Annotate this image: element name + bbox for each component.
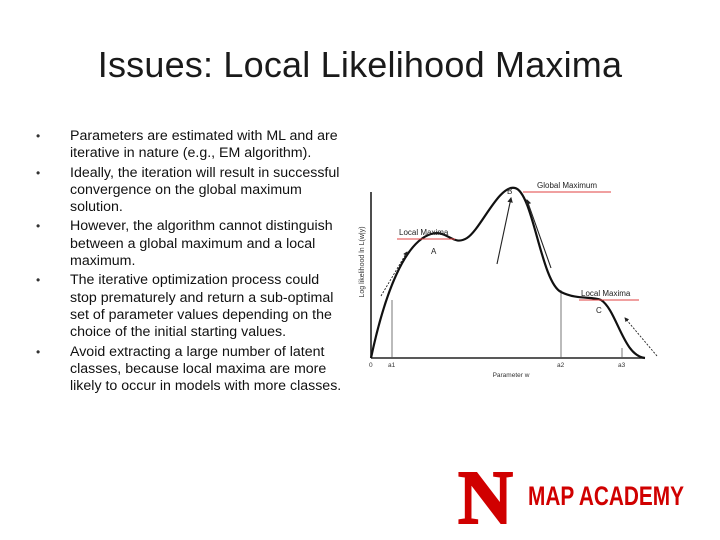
arrow-to-a xyxy=(381,252,407,296)
bullet-text: Ideally, the iteration will result in successful convergence on the global maximum solution. xyxy=(70,164,340,216)
tick-label-a1: a1 xyxy=(388,362,396,369)
y-axis-label: Log likelihood ln L(w|y) xyxy=(359,226,366,298)
bullet-item xyxy=(36,344,346,396)
bullet-text: Parameters are estimated with ML and are iterative in nature (e.g., EM algorithm). xyxy=(70,128,338,162)
arrow-to-b-left xyxy=(497,198,511,264)
map-academy-logo xyxy=(458,456,688,540)
bullet-text: The iterative optimization process could stop prematurely and return a sub-optimal set of parameter values depending on the choice of the initial starting values. xyxy=(70,272,334,341)
arrow-to-c xyxy=(625,318,657,356)
bullet-item xyxy=(36,165,346,217)
bullet-icon: • xyxy=(36,344,41,359)
bullet-item xyxy=(36,272,346,341)
bullet-icon: • xyxy=(36,219,41,234)
bullet-icon: • xyxy=(36,129,41,143)
callout-global-maximum: Global Maximum xyxy=(537,181,598,190)
bullet-icon: • xyxy=(36,273,41,288)
bullet-text: Avoid extracting a large number of latent classes, because local maxima are more likely to occur in models with more classes. xyxy=(70,343,342,395)
callout-local-maxima-right: Local Maxima xyxy=(581,289,631,298)
tick-label-a2: a2 xyxy=(557,362,565,369)
arrow-to-b-right xyxy=(527,200,551,268)
bullet-item xyxy=(36,128,346,163)
point-label-a: A xyxy=(431,247,437,256)
bullet-item xyxy=(36,218,346,270)
logo-text: MAP ACADEMY xyxy=(528,481,684,511)
bullet-text: However, the algorithm cannot distinguish between a global maximum and a local maximum. xyxy=(70,218,333,270)
callout-local-maxima-left: Local Maxima xyxy=(399,228,449,237)
logo-n-mark: N xyxy=(458,456,513,540)
likelihood-figure xyxy=(355,172,665,382)
point-label-c: C xyxy=(596,306,602,315)
page-title: Issues: Local Likelihood Maxima xyxy=(97,44,623,85)
x-axis-label: Parameter w xyxy=(492,372,530,379)
tick-label-a3: a3 xyxy=(618,362,626,369)
point-label-b: B xyxy=(507,187,513,196)
tick-label-0: 0 xyxy=(369,362,373,369)
bullet-icon: • xyxy=(36,165,41,180)
bullet-list xyxy=(36,128,346,397)
